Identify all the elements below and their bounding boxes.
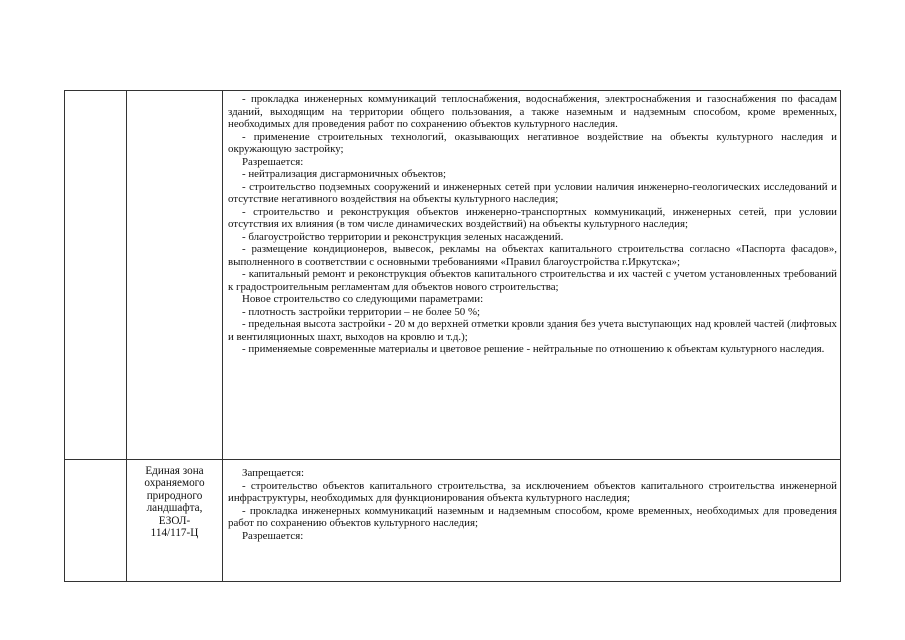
regulation-paragraph: - нейтрализация дисгармоничных объектов; bbox=[242, 168, 447, 180]
zone-name-cell bbox=[127, 460, 223, 582]
permitted-heading: Разрешается: bbox=[242, 155, 304, 168]
regulation-paragraph: - строительство объектов капитального строительства, за исключением объектов капитального строительства инженерной инфраструктуры, необходимых для функционирования объекта культурного наследия; bbox=[228, 479, 837, 504]
regulation-paragraph: - строительство и реконструкция объектов инженерно-транспортных коммуникаций, инженерных сетей, при условии отсутствия их влияния (в том числе динамических воздействий) на объекты культурного наследия; bbox=[228, 205, 837, 230]
regulation-paragraph: - плотность застройки территории – не более 50 %; bbox=[242, 305, 481, 318]
regulation-paragraph: - применяемые современные материалы и цветовое решение - нейтральные по отношению к объектам культурного наследия. bbox=[242, 343, 825, 355]
zone-name-line: Единая зона bbox=[145, 465, 204, 477]
zone-name-cell bbox=[127, 91, 223, 460]
number-cell bbox=[65, 460, 127, 582]
regulation-paragraph: - применение строительных технологий, оказывающих негативное воздействие на объекты культурного наследия и окружающую застройку; bbox=[228, 130, 837, 155]
regulations-table bbox=[64, 90, 841, 582]
regulation-paragraph: - прокладка инженерных коммуникаций теплоснабжения, водоснабжения, электроснабжения и газоснабжения по фасадам зданий, выходящим на территории общего пользования, а также наземным и надземным способом, кроме временных, необходимых для проведения работ по сохранению объектов культурного наследия. bbox=[228, 93, 837, 130]
regulation-paragraph: - размещение кондиционеров, вывесок, рекламы на объектах капитального строительства согласно «Паспорта фасадов», выполненного в соответствии с основными требованиями «Правил благоустройства г.Иркутска»; bbox=[228, 243, 837, 268]
zone-name-line: ЕЗОЛ- bbox=[158, 514, 191, 527]
regulations-cell bbox=[223, 91, 841, 460]
zone-name-line: ландшафта, bbox=[146, 502, 203, 515]
new-construction-heading: Новое строительство со следующими параметрами: bbox=[242, 293, 484, 305]
zone-name-line: 114/117-Ц bbox=[150, 527, 199, 540]
regulation-paragraph: - прокладка инженерных коммуникаций наземным и надземным способом, кроме временных, необходимых для проведения работ по сохранению объектов культурного наследия; bbox=[228, 504, 837, 529]
regulation-paragraph: - благоустройство территории и реконструкция зеленых насаждений. bbox=[242, 230, 564, 243]
zone-name-line: охраняемого bbox=[144, 477, 205, 490]
number-cell bbox=[65, 91, 127, 460]
regulation-paragraph: - капитальный ремонт и реконструкция объектов капитального строительства и их частей с учетом установленных требований к градостроительным регламентам для объектов нового строительства; bbox=[228, 268, 837, 293]
table-row bbox=[65, 460, 841, 582]
permitted-heading: Разрешается: bbox=[242, 529, 304, 542]
regulation-paragraph: - строительство подземных сооружений и инженерных сетей при условии наличия инженерно-геологических исследований и отсутствие негативного воздействия на объекты культурного наследия; bbox=[228, 180, 837, 205]
zone-name-line: природного bbox=[146, 489, 203, 502]
table-row bbox=[65, 91, 841, 460]
regulation-paragraph: - предельная высота застройки - 20 м до верхней отметки кровли здания без учета выступающих над кровлей частей (лифтовых и вентиляционных шахт, выходов на кровлю и т.д.); bbox=[228, 318, 837, 343]
prohibited-heading: Запрещается: bbox=[242, 467, 305, 479]
regulations-cell bbox=[223, 460, 841, 582]
